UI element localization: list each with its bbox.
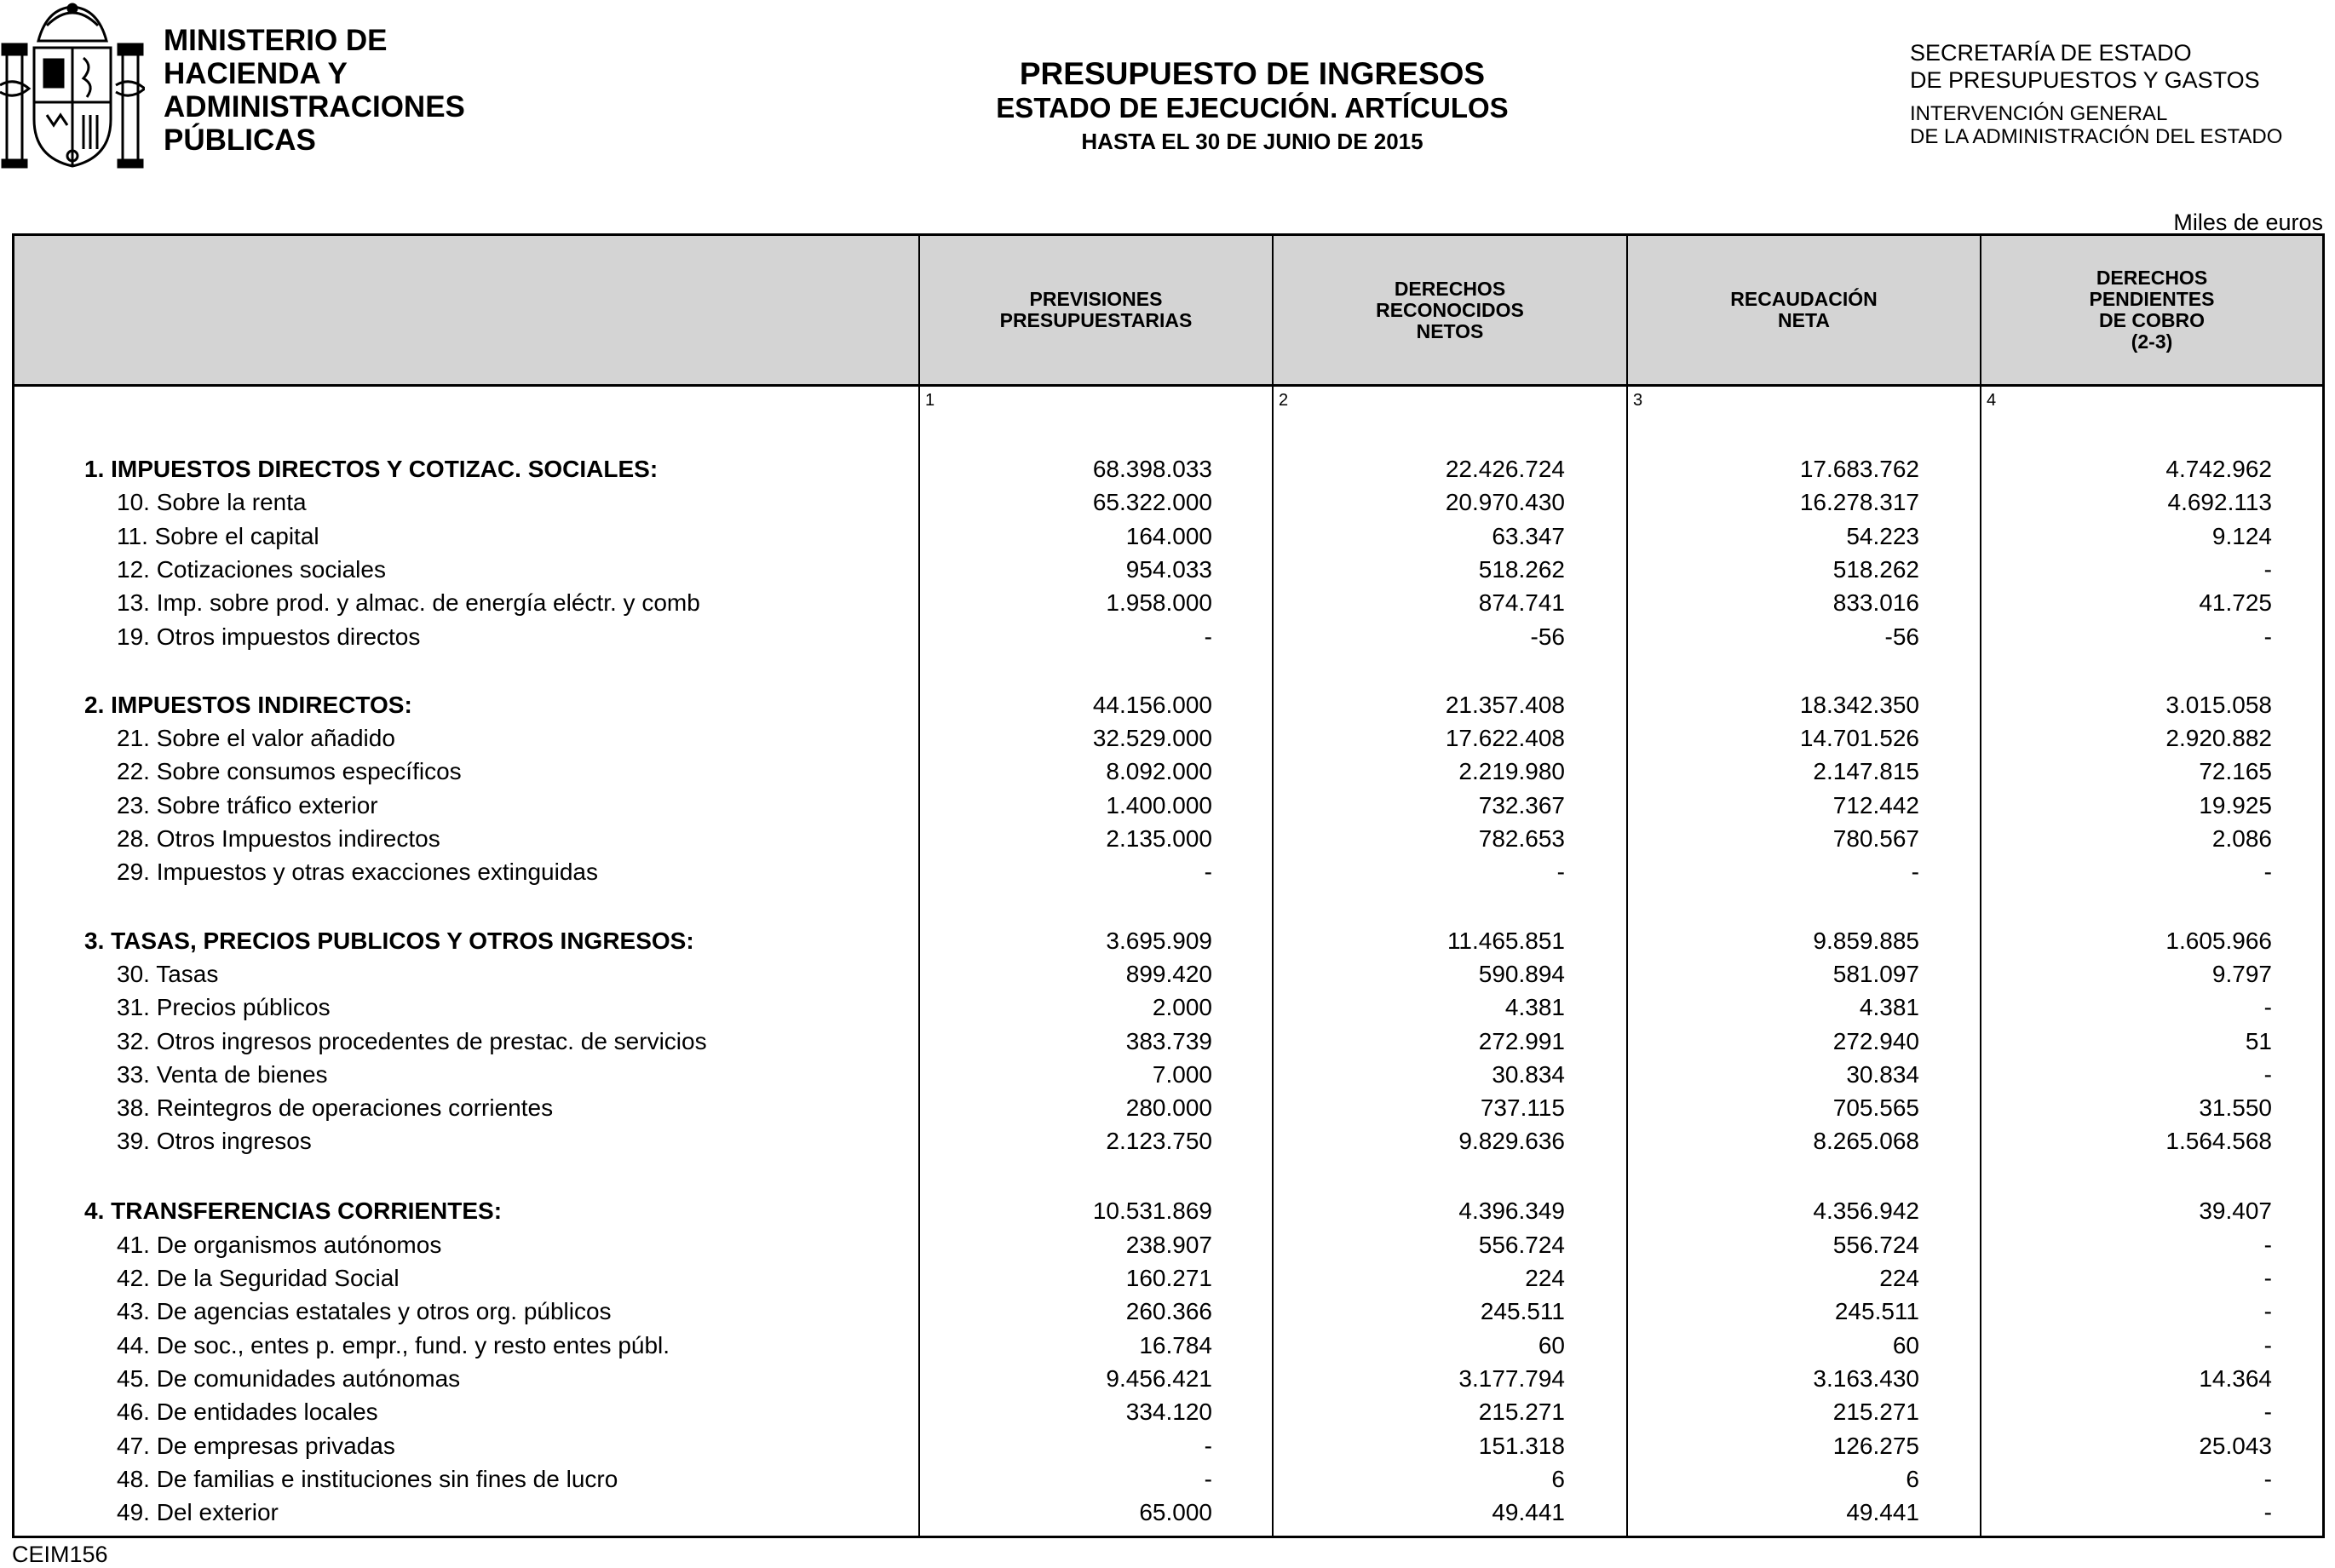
cell-value: 224 <box>1525 1265 1565 1291</box>
table-row <box>14 623 2322 657</box>
cell-value: 272.991 <box>1478 1027 1565 1054</box>
column-header-line: NETA <box>1778 309 1830 331</box>
unit-label: Miles de euros <box>2173 210 2323 235</box>
table-group-row <box>14 692 2322 725</box>
cell-value: 21.357.408 <box>1445 691 1565 718</box>
table-row <box>14 523 2322 556</box>
secretaria-block <box>1910 39 2282 148</box>
table-row <box>14 1298 2322 1331</box>
row-label: 22. Sobre consumos específicos <box>117 758 462 785</box>
table-group-row <box>14 928 2322 961</box>
cell-value: 9.797 <box>2211 960 2272 987</box>
cell-value: 14.364 <box>2199 1364 2272 1392</box>
ministry-name <box>164 24 465 157</box>
cell-value: 4.692.113 <box>2167 489 2272 516</box>
cell-value: 9.456.421 <box>1106 1364 1212 1392</box>
cell-value: 16.784 <box>1139 1331 1212 1358</box>
row-label: 46. De entidades locales <box>117 1399 378 1426</box>
column-header-line: RECAUDACIÓN <box>1730 288 1878 310</box>
table-row <box>14 1094 2322 1128</box>
row-label: 1. IMPUESTOS DIRECTOS Y COTIZAC. SOCIALES: <box>84 456 659 482</box>
row-label: 11. Sobre el capital <box>117 522 319 549</box>
cell-value: - <box>1911 859 1919 886</box>
cell-value: 581.097 <box>1832 960 1919 987</box>
row-label: 48. De familias e instituciones sin fines de lucro <box>117 1465 618 1492</box>
cell-value: 65.322.000 <box>1092 489 1212 516</box>
row-label: 38. Reintegros de operaciones corrientes <box>117 1094 554 1122</box>
cell-value: 3.177.794 <box>1458 1364 1565 1392</box>
cell-value: 334.120 <box>1125 1399 1212 1426</box>
cell-value: - <box>2263 994 2272 1021</box>
column-number: 1 <box>925 391 935 410</box>
table-row <box>14 489 2322 522</box>
cell-value: 19.925 <box>2199 791 2272 818</box>
cell-value: 874.741 <box>1478 589 1565 617</box>
row-label: 29. Impuestos y otras exacciones extinguidas <box>117 859 598 886</box>
cell-value: 556.724 <box>1478 1231 1565 1258</box>
cell-value: - <box>1204 859 1212 886</box>
column-header-line: DE COBRO <box>2099 309 2205 331</box>
cell-value: 17.622.408 <box>1445 725 1565 752</box>
intervencion-line: INTERVENCIÓN GENERAL <box>1910 102 2168 125</box>
column-header <box>1274 236 1626 384</box>
cell-value: 1.400.000 <box>1106 791 1212 818</box>
cell-value: 11.465.851 <box>1446 927 1565 954</box>
cell-value: - <box>2263 1265 2272 1291</box>
cell-value: 3.015.058 <box>2165 691 2272 718</box>
cell-value: 2.123.750 <box>1106 1128 1212 1155</box>
report-code: CEIM156 <box>12 1542 108 1567</box>
row-label: 44. De soc., entes p. empr., fund. y resto entes públ. <box>117 1331 670 1358</box>
row-label: 30. Tasas <box>117 960 219 987</box>
cell-value: 30.834 <box>1846 1060 1919 1088</box>
cell-value: - <box>1556 859 1565 886</box>
cell-value: 224 <box>1879 1265 1919 1291</box>
cell-value: 518.262 <box>1832 555 1919 583</box>
table-group-row <box>14 1198 2322 1231</box>
column-header-line: NETOS <box>1416 319 1484 342</box>
column-number: 3 <box>1633 391 1643 410</box>
cell-value: 899.420 <box>1125 960 1212 987</box>
cell-value: -56 <box>1884 623 1919 650</box>
table-row <box>14 1028 2322 1061</box>
table-row <box>14 758 2322 791</box>
cell-value: 272.940 <box>1832 1027 1919 1054</box>
table-row <box>14 1061 2322 1094</box>
row-label: 21. Sobre el valor añadido <box>117 725 395 752</box>
cell-value: 9.829.636 <box>1458 1128 1565 1155</box>
row-label: 2. IMPUESTOS INDIRECTOS: <box>84 691 412 718</box>
table-row <box>14 556 2322 589</box>
row-label: 32. Otros ingresos procedentes de prestac. de servicios <box>117 1027 707 1054</box>
cell-value: 16.278.317 <box>1799 489 1919 516</box>
cell-value: 65.000 <box>1139 1499 1212 1526</box>
table-row <box>14 1265 2322 1298</box>
cell-value: 245.511 <box>1834 1298 1919 1325</box>
cell-value: 126.275 <box>1832 1432 1919 1459</box>
cell-value: - <box>1204 1432 1212 1459</box>
ministry-line: MINISTERIO DE <box>164 24 388 57</box>
cell-value: 8.092.000 <box>1106 758 1212 785</box>
cell-value: 49.441 <box>1492 1499 1565 1526</box>
row-label: 31. Precios públicos <box>117 994 331 1021</box>
row-label: 10. Sobre la renta <box>117 489 307 516</box>
column-number: 4 <box>1987 391 1997 410</box>
cell-value: - <box>2263 1399 2272 1426</box>
cell-value: 60 <box>1892 1331 1919 1358</box>
cell-value: 6 <box>1551 1465 1565 1492</box>
cell-value: - <box>1204 623 1212 650</box>
row-label: 47. De empresas privadas <box>117 1432 395 1459</box>
budget-table <box>12 233 2325 1538</box>
column-header <box>920 236 1272 384</box>
cell-value: 590.894 <box>1478 960 1565 987</box>
cell-value: 151.318 <box>1478 1432 1565 1459</box>
row-label: 42. De la Seguridad Social <box>117 1265 400 1291</box>
table-row <box>14 1365 2322 1399</box>
cell-value: 51 <box>2245 1027 2272 1054</box>
cell-value: 954.033 <box>1125 555 1212 583</box>
cell-value: 60 <box>1538 1331 1565 1358</box>
cell-value: 3.163.430 <box>1813 1364 1919 1392</box>
cell-value: 4.396.349 <box>1458 1198 1565 1225</box>
table-row <box>14 1466 2322 1499</box>
cell-value: 41.725 <box>2199 589 2272 617</box>
row-label: 41. De organismos autónomos <box>117 1231 442 1258</box>
cell-value: 49.441 <box>1846 1499 1919 1526</box>
column-header-line: (2-3) <box>2131 330 2173 353</box>
ministry-line: PÚBLICAS <box>164 123 316 157</box>
cell-value: 1.605.966 <box>2165 927 2272 954</box>
column-number: 2 <box>1279 391 1289 410</box>
cell-value: 780.567 <box>1832 825 1919 852</box>
cell-value: 6 <box>1906 1465 1919 1492</box>
cell-value: 4.381 <box>1504 994 1565 1021</box>
row-label: 43. De agencias estatales y otros org. públicos <box>117 1298 612 1325</box>
cell-value: 160.271 <box>1125 1265 1212 1291</box>
column-header-line: PREVISIONES <box>1029 288 1163 310</box>
cell-value: 833.016 <box>1832 589 1919 617</box>
table-row <box>14 725 2322 758</box>
cell-value: 260.366 <box>1125 1298 1212 1325</box>
table-row <box>14 1232 2322 1265</box>
cell-value: - <box>2263 859 2272 886</box>
intervencion-line: DE LA ADMINISTRACIÓN DEL ESTADO <box>1910 125 2283 148</box>
row-label: 13. Imp. sobre prod. y almac. de energía eléctr. y comb <box>117 589 700 617</box>
cell-value: - <box>2263 1331 2272 1358</box>
cell-value: 31.550 <box>2199 1094 2272 1122</box>
report-title: PRESUPUESTO DE INGRESOS <box>1019 56 1486 91</box>
cell-value: - <box>1204 1465 1212 1492</box>
table-row <box>14 994 2322 1027</box>
secretaria-line: SECRETARÍA DE ESTADO <box>1910 40 2192 66</box>
secretaria-line: DE PRESUPUESTOS Y GASTOS <box>1910 67 2260 93</box>
cell-value: 2.000 <box>1152 994 1212 1021</box>
cell-value: 4.742.962 <box>2165 456 2272 482</box>
cell-value: 782.653 <box>1478 825 1565 852</box>
cell-value: 280.000 <box>1125 1094 1212 1122</box>
cell-value: 705.565 <box>1832 1094 1919 1122</box>
row-label: 49. Del exterior <box>117 1499 279 1526</box>
cell-value: 68.398.033 <box>1092 456 1212 482</box>
cell-value: 10.531.869 <box>1092 1198 1212 1225</box>
table-row <box>14 961 2322 994</box>
column-header-line: PRESUPUESTARIAS <box>999 309 1193 331</box>
column-header-line: DERECHOS <box>2096 267 2208 289</box>
cell-value: - <box>2263 555 2272 583</box>
row-label: 3. TASAS, PRECIOS PUBLICOS Y OTROS INGRESOS: <box>84 927 694 954</box>
table-row <box>14 1128 2322 1161</box>
row-label: 23. Sobre tráfico exterior <box>117 791 378 818</box>
cell-value: 2.219.980 <box>1458 758 1565 785</box>
coat-of-arms-icon <box>0 0 145 170</box>
cell-value: 9.124 <box>2211 522 2272 549</box>
cell-value: 2.135.000 <box>1106 825 1212 852</box>
cell-value: -56 <box>1530 623 1565 650</box>
cell-value: 215.271 <box>1832 1399 1919 1426</box>
row-label: 19. Otros impuestos directos <box>117 623 421 650</box>
cell-value: 20.970.430 <box>1445 489 1565 516</box>
column-header-line: DERECHOS <box>1394 277 1506 300</box>
table-row <box>14 589 2322 623</box>
report-period: HASTA EL 30 DE JUNIO DE 2015 <box>1081 129 1423 154</box>
cell-value: 63.347 <box>1492 522 1565 549</box>
cell-value: 245.511 <box>1480 1298 1565 1325</box>
column-header-line: RECONOCIDOS <box>1376 298 1524 321</box>
cell-value: 14.701.526 <box>1799 725 1919 752</box>
cell-value: 7.000 <box>1152 1060 1212 1088</box>
cell-value: - <box>2263 1060 2272 1088</box>
cell-value: 1.958.000 <box>1106 589 1212 617</box>
cell-value: 215.271 <box>1478 1399 1565 1426</box>
column-header-line: PENDIENTES <box>2089 288 2215 310</box>
cell-value: 39.407 <box>2199 1198 2272 1225</box>
cell-value: 44.156.000 <box>1092 691 1212 718</box>
cell-value: - <box>2263 623 2272 650</box>
cell-value: 8.265.068 <box>1813 1128 1919 1155</box>
report-subtitle: ESTADO DE EJECUCIÓN. ARTÍCULOS <box>996 92 1509 123</box>
cell-value: 3.695.909 <box>1106 927 1212 954</box>
column-header <box>1628 236 1980 384</box>
ministry-line: ADMINISTRACIONES <box>164 90 465 123</box>
cell-value: 518.262 <box>1478 555 1565 583</box>
table-row <box>14 825 2322 859</box>
cell-value: 54.223 <box>1846 522 1919 549</box>
cell-value: 556.724 <box>1832 1231 1919 1258</box>
cell-value: 72.165 <box>2199 758 2272 785</box>
cell-value: - <box>2263 1465 2272 1492</box>
row-label: 4. TRANSFERENCIAS CORRIENTES: <box>84 1198 503 1225</box>
cell-value: 17.683.762 <box>1799 456 1919 482</box>
cell-value: 164.000 <box>1125 522 1212 549</box>
ministry-line: HACIENDA Y <box>164 57 348 90</box>
cell-value: 737.115 <box>1480 1094 1565 1122</box>
cell-value: - <box>2263 1298 2272 1325</box>
cell-value: - <box>2263 1231 2272 1258</box>
table-group-row <box>14 456 2322 489</box>
report-title-block <box>826 56 1678 156</box>
row-label: 45. De comunidades autónomas <box>117 1364 461 1392</box>
cell-value: 712.442 <box>1832 791 1919 818</box>
cell-value: 1.564.568 <box>2165 1128 2272 1155</box>
row-label: 28. Otros Impuestos indirectos <box>117 825 440 852</box>
cell-value: 732.367 <box>1478 791 1565 818</box>
cell-value: 4.356.942 <box>1813 1198 1919 1225</box>
cell-value: 9.859.885 <box>1813 927 1919 954</box>
cell-value: 238.907 <box>1125 1231 1212 1258</box>
cell-value: 4.381 <box>1859 994 1919 1021</box>
table-row <box>14 1499 2322 1532</box>
cell-value: 2.086 <box>2211 825 2272 852</box>
cell-value: 383.739 <box>1125 1027 1212 1054</box>
row-label: 39. Otros ingresos <box>117 1128 312 1155</box>
cell-value: 18.342.350 <box>1799 691 1919 718</box>
cell-value: 30.834 <box>1492 1060 1565 1088</box>
table-row <box>14 792 2322 825</box>
cell-value: 32.529.000 <box>1092 725 1212 752</box>
cell-value: - <box>2263 1499 2272 1526</box>
cell-value: 2.920.882 <box>2165 725 2272 752</box>
table-row <box>14 1332 2322 1365</box>
table-row <box>14 1433 2322 1466</box>
column-header <box>1981 236 2322 384</box>
table-row <box>14 859 2322 892</box>
cell-value: 2.147.815 <box>1813 758 1919 785</box>
cell-value: 22.426.724 <box>1445 456 1565 482</box>
row-label: 12. Cotizaciones sociales <box>117 555 386 583</box>
row-label: 33. Venta de bienes <box>117 1060 328 1088</box>
table-row <box>14 1399 2322 1432</box>
cell-value: 25.043 <box>2199 1432 2272 1459</box>
